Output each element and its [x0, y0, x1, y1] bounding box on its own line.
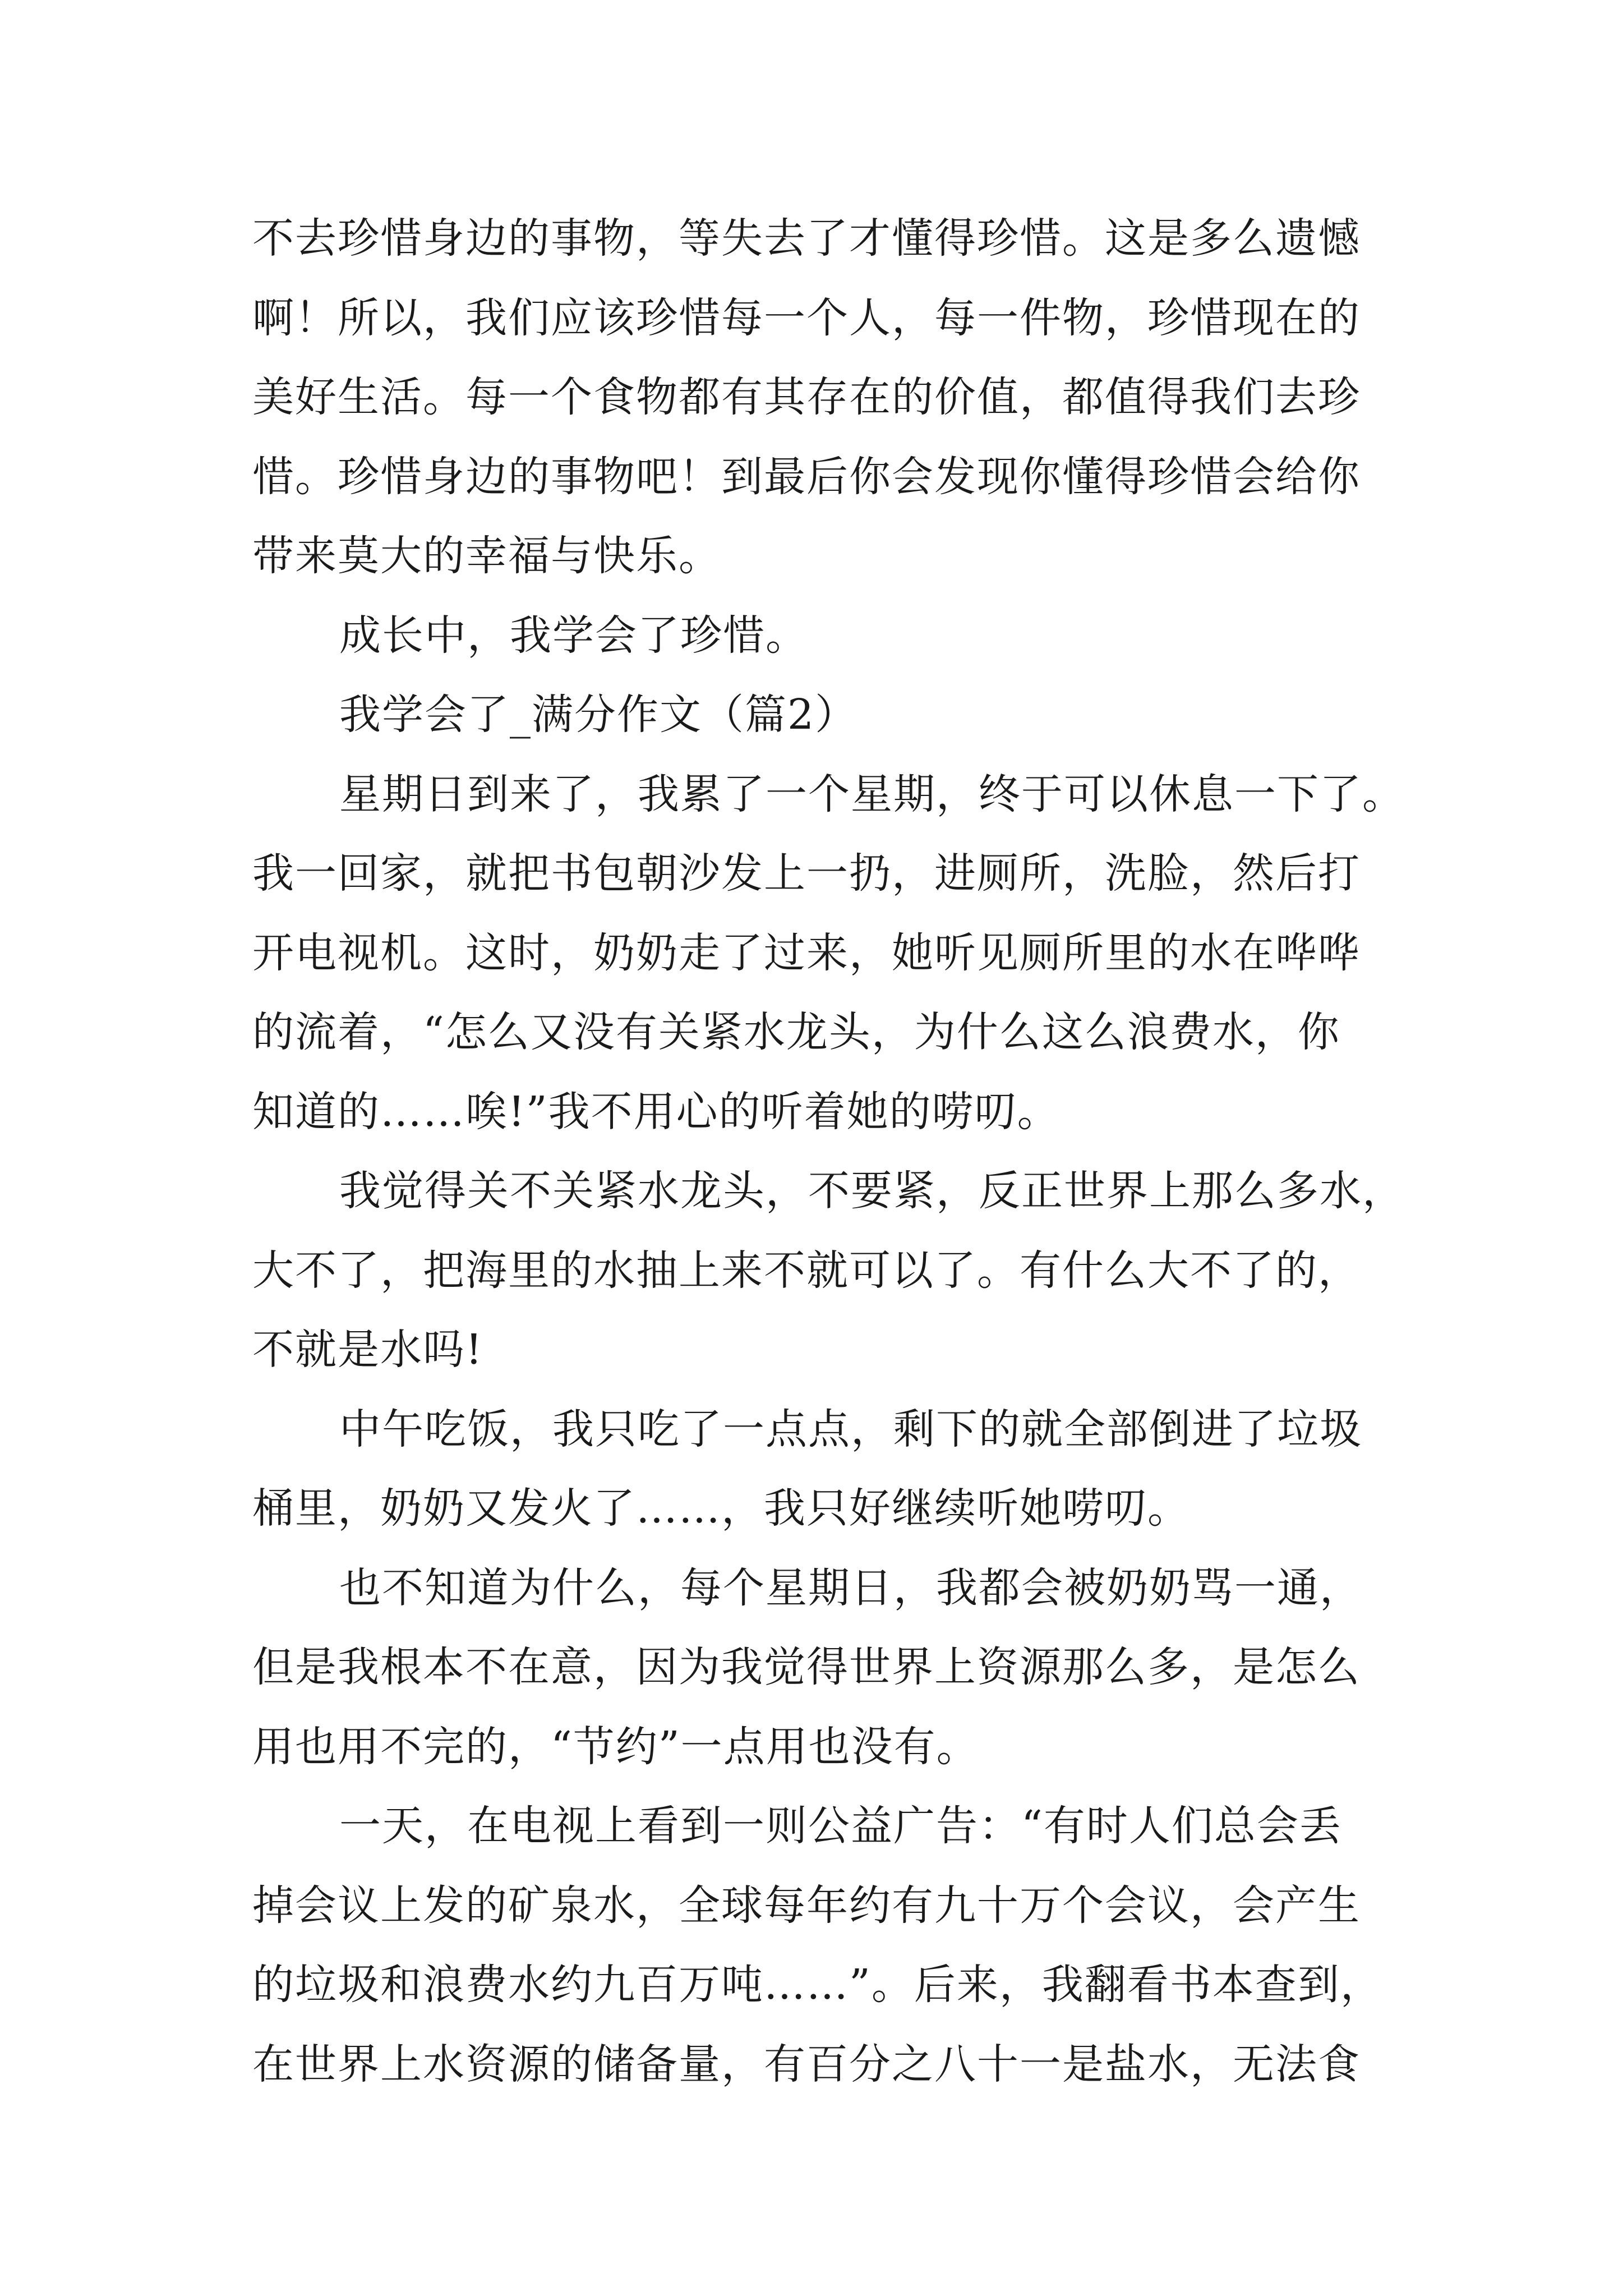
text-line: 美好生活。每一个食物都有其存在的价值，都值得我们去珍 [252, 373, 1361, 421]
paragraph-line: 我觉得关不关紧水龙头，不要紧，反正世界上那么多水， [339, 1167, 1405, 1215]
text-line: 用也用不完的，“节约”一点用也没有。 [252, 1722, 979, 1771]
text-line: 大不了，把海里的水抽上来不就可以了。有什么大不了的， [252, 1246, 1361, 1295]
text-line: 知道的……唉!”我不用心的听着她的唠叨。 [252, 1087, 1060, 1136]
text-line: 我一回家，就把书包朝沙发上一扔，进厕所，洗脸，然后打 [252, 849, 1361, 898]
text-line: 啊！所以，我们应该珍惜每一个人，每一件物，珍惜现在的 [252, 293, 1361, 342]
text-line: 但是我根本不在意，因为我觉得世界上资源那么多，是怎么 [252, 1643, 1361, 1691]
text-line: 的垃圾和浪费水约九百万吨……”。后来，我翻看书本查到， [252, 1961, 1383, 2009]
text-line: 桶里，奶奶又发火了……，我只好继续听她唠叨。 [252, 1484, 1190, 1533]
text-line: 惜。珍惜身边的事物吧！到最后你会发现你懂得珍惜会给你 [252, 452, 1361, 501]
text-line: 开电视机。这时，奶奶走了过来，她听见厕所里的水在哗哗 [252, 928, 1361, 977]
essay-text [252, 199, 1405, 2104]
paragraph-line: 一天，在电视上看到一则公益广告：“有时人们总会丢 [339, 1802, 1342, 1850]
section-heading: 我学会了_满分作文（篇2） [339, 691, 858, 739]
text-line: 不就是水吗! [252, 1326, 483, 1374]
paragraph-line: 星期日到来了，我累了一个星期，终于可以休息一下了。 [339, 770, 1405, 818]
paragraph-line: 也不知道为什么，每个星期日，我都会被奶奶骂一通， [339, 1563, 1362, 1612]
paragraph-line: 中午吃饭，我只吃了一点点，剩下的就全部倒进了垃圾 [339, 1405, 1362, 1453]
text-line: 不去珍惜身边的事物，等失去了才懂得珍惜。这是多么遗憾 [252, 214, 1361, 263]
text-line: 在世界上水资源的储备量，有百分之八十一是盐水，无法食 [252, 2040, 1361, 2088]
paragraph-line: 成长中，我学会了珍惜。 [339, 611, 808, 660]
text-line: 带来莫大的幸福与快乐。 [252, 532, 721, 580]
text-line: 的流着，“怎么又没有关紧水龙头，为什么这么浪费水，你 [252, 1008, 1340, 1056]
text-line: 掉会议上发的矿泉水，全球每年约有九十万个会议，会产生 [252, 1881, 1361, 1930]
